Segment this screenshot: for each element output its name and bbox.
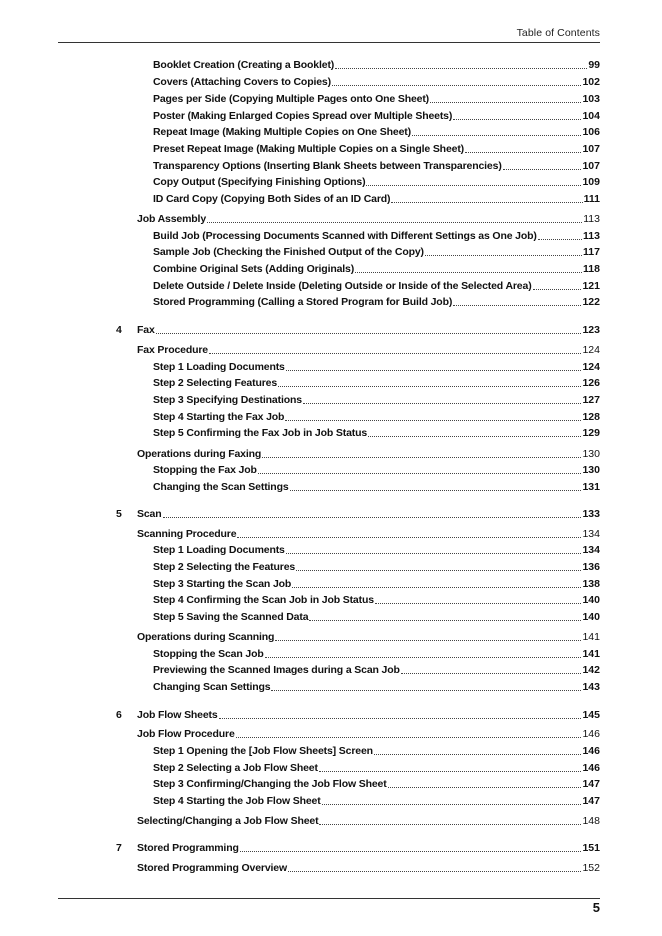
toc-entry[interactable] xyxy=(153,591,600,606)
leader-dots xyxy=(209,341,581,354)
toc-entry[interactable] xyxy=(153,277,600,292)
leader-dots xyxy=(237,525,581,538)
toc-entry-page: 127 xyxy=(582,394,600,406)
toc-section-page: 152 xyxy=(582,862,600,874)
toc-entry-title: Sample Job (Checking the Finished Output of the Copy) xyxy=(153,246,424,258)
toc-entry[interactable] xyxy=(153,792,600,807)
toc-section[interactable] xyxy=(137,341,600,356)
toc-section[interactable] xyxy=(137,210,600,225)
toc-entry-page: 113 xyxy=(583,230,600,242)
leader-dots xyxy=(271,678,581,691)
leader-dots xyxy=(240,839,582,852)
toc-entry-title: Changing Scan Settings xyxy=(153,681,271,693)
toc-entry-title: ID Card Copy (Copying Both Sides of an ID Card) xyxy=(153,193,391,205)
toc-entry[interactable] xyxy=(153,575,600,590)
toc-section-page: 146 xyxy=(582,728,600,740)
toc-chapter-page: 145 xyxy=(582,709,600,721)
toc-section-page: 113 xyxy=(583,213,600,225)
header-rule xyxy=(58,42,600,43)
toc-chapter-page: 151 xyxy=(582,842,600,854)
toc-entry[interactable] xyxy=(153,243,600,258)
toc-section[interactable] xyxy=(137,445,600,460)
toc-section-page: 130 xyxy=(582,448,600,460)
toc-section-title: Selecting/Changing a Job Flow Sheet xyxy=(137,815,319,827)
leader-dots xyxy=(366,173,581,186)
leader-dots xyxy=(335,56,587,69)
toc-entry-title: Stopping the Scan Job xyxy=(153,648,264,660)
toc-entry-title: Step 1 Opening the [Job Flow Sheets] Screen xyxy=(153,745,373,757)
leader-dots xyxy=(265,645,582,658)
toc-entry[interactable] xyxy=(153,678,600,693)
leader-dots xyxy=(163,505,582,518)
toc-entry-page: 124 xyxy=(582,361,600,373)
toc-entry-page: 128 xyxy=(582,411,600,423)
leader-dots xyxy=(278,374,581,387)
toc-entry-page: 102 xyxy=(582,76,600,88)
page-number: 5 xyxy=(592,900,600,915)
toc-entry-title: Step 4 Confirming the Scan Job in Job Status xyxy=(153,594,374,606)
leader-dots xyxy=(207,210,582,223)
leader-dots xyxy=(156,321,582,334)
toc-entry-title: Step 2 Selecting Features xyxy=(153,377,278,389)
toc-entry-title: Pages per Side (Copying Multiple Pages onto One Sheet) xyxy=(153,93,430,105)
toc-entry-title: Booklet Creation (Creating a Booklet) xyxy=(153,59,335,71)
toc-section-title: Job Flow Procedure xyxy=(137,728,235,740)
chapter-number: 7 xyxy=(116,842,122,854)
toc-entry-page: 142 xyxy=(582,664,600,676)
leader-dots xyxy=(322,792,582,805)
toc-entry[interactable] xyxy=(153,56,600,71)
toc-entry-page: 134 xyxy=(582,544,600,556)
toc-entry-page: 117 xyxy=(583,246,600,258)
toc-entry-title: Step 1 Loading Documents xyxy=(153,361,285,373)
toc-section-title: Job Assembly xyxy=(137,213,207,225)
toc-entry[interactable] xyxy=(153,558,600,573)
leader-dots xyxy=(319,759,582,772)
leader-dots xyxy=(332,73,582,86)
leader-dots xyxy=(290,478,582,491)
toc-section-title: Scanning Procedure xyxy=(137,528,237,540)
leader-dots xyxy=(285,408,581,421)
toc-section-page: 124 xyxy=(582,344,600,356)
toc-entry[interactable] xyxy=(153,742,600,757)
toc-entry-page: 126 xyxy=(582,377,600,389)
toc-entry[interactable] xyxy=(153,90,600,105)
toc-chapter-title: Job Flow Sheets xyxy=(137,709,218,721)
leader-dots xyxy=(453,107,581,120)
toc-entry-page: 107 xyxy=(582,143,600,155)
chapter-number: 5 xyxy=(116,508,122,520)
toc-entry[interactable] xyxy=(153,424,600,439)
leader-dots xyxy=(391,190,582,203)
leader-dots xyxy=(453,293,581,306)
toc-section-title: Fax Procedure xyxy=(137,344,208,356)
toc-entry[interactable] xyxy=(153,461,600,476)
toc-section-page: 148 xyxy=(582,815,600,827)
toc-entry-page: 104 xyxy=(582,110,600,122)
toc-entry[interactable] xyxy=(153,157,600,172)
toc-entry[interactable] xyxy=(153,645,600,660)
toc-chapter-page: 133 xyxy=(582,508,600,520)
leader-dots xyxy=(368,424,581,437)
toc-entry-title: Repeat Image (Making Multiple Copies on One Sheet) xyxy=(153,126,411,138)
leader-dots xyxy=(374,742,582,755)
toc-entry[interactable] xyxy=(153,123,600,138)
toc-entry-title: Step 2 Selecting a Job Flow Sheet xyxy=(153,762,318,774)
toc-entry-title: Copy Output (Specifying Finishing Options) xyxy=(153,176,366,188)
toc-entry-page: 122 xyxy=(582,296,600,308)
toc-chapter-title: Stored Programming xyxy=(137,842,239,854)
toc-entry-page: 130 xyxy=(582,464,600,476)
toc-entry-page: 131 xyxy=(582,481,600,493)
toc-entry-title: Step 1 Loading Documents xyxy=(153,544,285,556)
leader-dots xyxy=(533,277,582,290)
toc-entry-title: Combine Original Sets (Adding Originals) xyxy=(153,263,355,275)
leader-dots xyxy=(275,628,581,641)
toc-entry[interactable] xyxy=(153,759,600,774)
toc-entry-title: Build Job (Processing Documents Scanned with Different Settings as One Job) xyxy=(153,230,537,242)
toc-chapter[interactable] xyxy=(137,505,600,520)
toc-entry-page: 140 xyxy=(582,611,600,623)
toc-entry-page: 136 xyxy=(582,561,600,573)
leader-dots xyxy=(465,140,581,153)
toc-entry-page: 129 xyxy=(582,427,600,439)
leader-dots xyxy=(503,157,582,170)
toc-entry-page: 138 xyxy=(582,578,600,590)
toc-entry-page: 118 xyxy=(583,263,600,275)
toc-entry[interactable] xyxy=(153,478,600,493)
toc-section[interactable] xyxy=(137,812,600,827)
toc-entry-page: 146 xyxy=(582,745,600,757)
toc-entry-title: Step 4 Starting the Job Flow Sheet xyxy=(153,795,321,807)
leader-dots xyxy=(286,358,582,371)
toc-entry-title: Stored Programming (Calling a Stored Program for Build Job) xyxy=(153,296,453,308)
toc-section[interactable] xyxy=(137,859,600,874)
leader-dots xyxy=(258,461,582,474)
footer-rule xyxy=(58,898,600,899)
toc-section[interactable] xyxy=(137,628,600,643)
leader-dots xyxy=(288,859,581,872)
toc-chapter-page: 123 xyxy=(582,324,600,336)
toc-entry-title: Transparency Options (Inserting Blank Sheets between Transparencies) xyxy=(153,160,502,172)
toc-entry-page: 147 xyxy=(582,778,600,790)
toc-entry[interactable] xyxy=(153,293,600,308)
toc-entry-title: Step 5 Saving the Scanned Data xyxy=(153,611,309,623)
toc-section-page: 134 xyxy=(582,528,600,540)
toc-entry[interactable] xyxy=(153,227,600,242)
toc-chapter[interactable] xyxy=(137,706,600,721)
leader-dots xyxy=(401,661,582,674)
toc-section-title: Stored Programming Overview xyxy=(137,862,287,874)
toc-entry-title: Delete Outside / Delete Inside (Deleting Outside or Inside of the Selected Area) xyxy=(153,280,532,292)
toc-entry[interactable] xyxy=(153,358,600,373)
toc-chapter-title: Fax xyxy=(137,324,155,336)
toc-entry[interactable] xyxy=(153,190,600,205)
toc-chapter[interactable] xyxy=(137,321,600,336)
leader-dots xyxy=(303,391,582,404)
leader-dots xyxy=(319,812,581,825)
toc-entry[interactable] xyxy=(153,661,600,676)
toc-entry-page: 140 xyxy=(582,594,600,606)
toc-entry[interactable] xyxy=(153,541,600,556)
leader-dots xyxy=(236,725,582,738)
toc-entry-page: 99 xyxy=(588,59,600,71)
toc-entry-page: 143 xyxy=(582,681,600,693)
toc-entry[interactable] xyxy=(153,73,600,88)
toc-entry[interactable] xyxy=(153,173,600,188)
leader-dots xyxy=(219,706,582,719)
toc-entry[interactable] xyxy=(153,408,600,423)
toc-entry-title: Step 3 Specifying Destinations xyxy=(153,394,302,406)
leader-dots xyxy=(355,260,582,273)
toc-entry[interactable] xyxy=(153,107,600,122)
toc-entry-title: Step 3 Confirming/Changing the Job Flow Sheet xyxy=(153,778,387,790)
toc-entry-page: 146 xyxy=(582,762,600,774)
toc-entry[interactable] xyxy=(153,374,600,389)
toc-entry[interactable] xyxy=(153,608,600,623)
toc-entry[interactable] xyxy=(153,140,600,155)
toc-section-title: Operations during Scanning xyxy=(137,631,275,643)
toc-section[interactable] xyxy=(137,725,600,740)
toc-chapter-title: Scan xyxy=(137,508,162,520)
toc-entry-page: 109 xyxy=(582,176,600,188)
toc-entry-title: Step 4 Starting the Fax Job xyxy=(153,411,285,423)
leader-dots xyxy=(538,227,582,240)
toc-section-title: Operations during Faxing xyxy=(137,448,262,460)
toc-entry-title: Stopping the Fax Job xyxy=(153,464,257,476)
toc-entry-title: Step 2 Selecting the Features xyxy=(153,561,296,573)
leader-dots xyxy=(425,243,582,256)
leader-dots xyxy=(375,591,582,604)
leader-dots xyxy=(430,90,581,103)
toc-entry-title: Step 5 Confirming the Fax Job in Job Status xyxy=(153,427,368,439)
leader-dots xyxy=(388,775,582,788)
toc-entry-title: Changing the Scan Settings xyxy=(153,481,289,493)
chapter-number: 4 xyxy=(116,324,122,336)
leader-dots xyxy=(412,123,582,136)
toc-entry-title: Previewing the Scanned Images during a Scan Job xyxy=(153,664,400,676)
leader-dots xyxy=(286,541,582,554)
toc-entry-page: 111 xyxy=(583,193,600,205)
toc-entry[interactable] xyxy=(153,260,600,275)
toc-entry[interactable] xyxy=(153,775,600,790)
leader-dots xyxy=(292,575,581,588)
toc-section[interactable] xyxy=(137,525,600,540)
toc-entry-page: 103 xyxy=(582,93,600,105)
toc-entry-page: 147 xyxy=(582,795,600,807)
toc-entry-title: Preset Repeat Image (Making Multiple Copies on a Single Sheet) xyxy=(153,143,465,155)
header-title: Table of Contents xyxy=(516,27,600,39)
toc-entry-page: 107 xyxy=(582,160,600,172)
toc-chapter[interactable] xyxy=(137,839,600,854)
toc-entry[interactable] xyxy=(153,391,600,406)
toc-entry-page: 121 xyxy=(582,280,600,292)
leader-dots xyxy=(262,445,581,458)
chapter-number: 6 xyxy=(116,709,122,721)
toc-entry-page: 106 xyxy=(582,126,600,138)
toc-entry-title: Covers (Attaching Covers to Copies) xyxy=(153,76,331,88)
toc-section-page: 141 xyxy=(582,631,600,643)
toc-entry-page: 141 xyxy=(582,648,600,660)
leader-dots xyxy=(296,558,581,571)
toc-entry-title: Step 3 Starting the Scan Job xyxy=(153,578,292,590)
toc-entry-title: Poster (Making Enlarged Copies Spread over Multiple Sheets) xyxy=(153,110,453,122)
leader-dots xyxy=(309,608,581,621)
